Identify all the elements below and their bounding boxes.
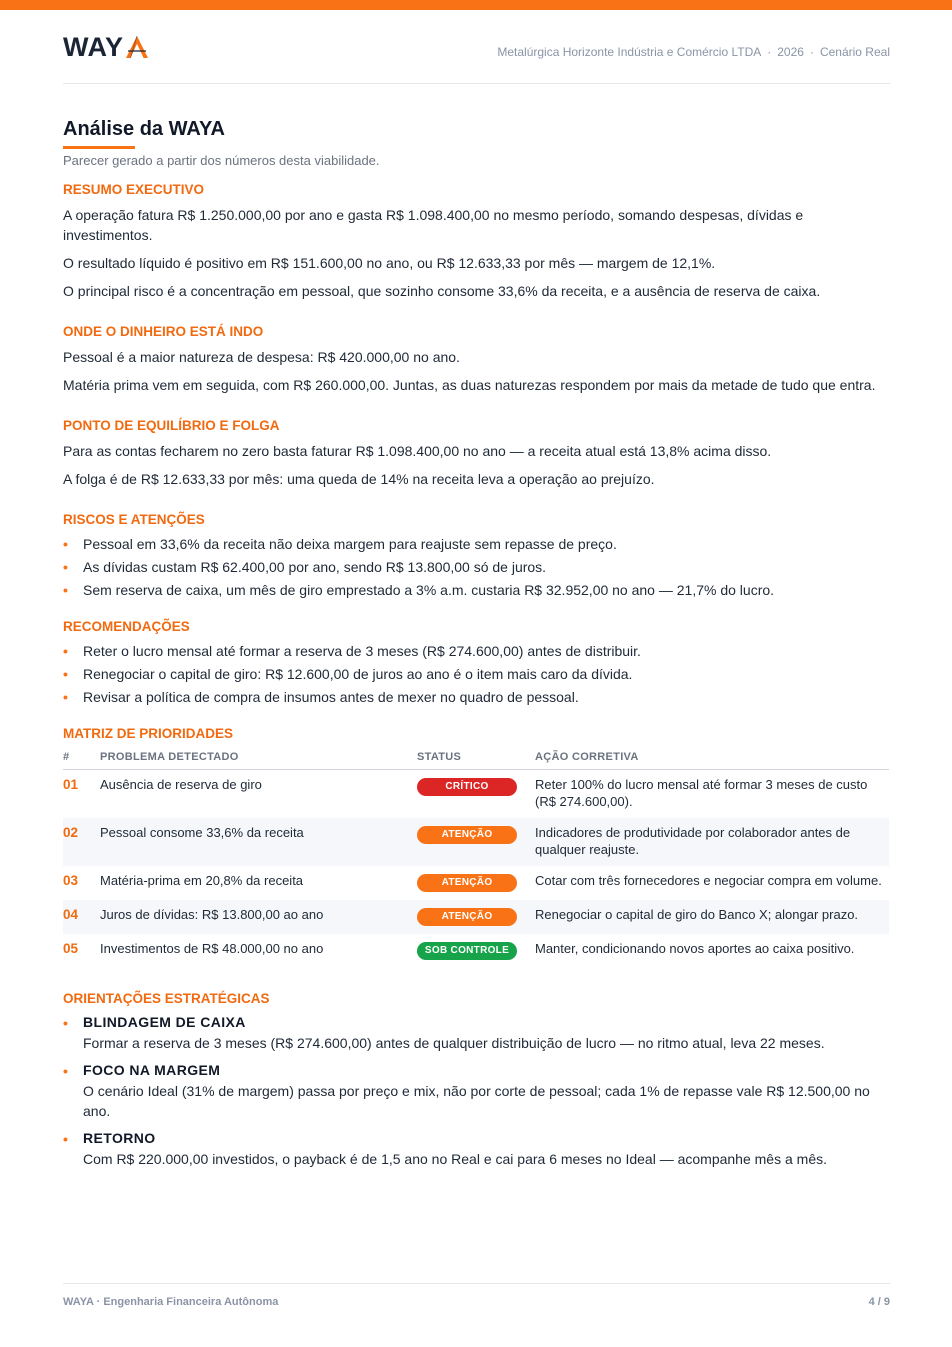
status-badge: SOB CONTROLE: [417, 942, 517, 960]
bullet-icon: •: [63, 582, 68, 598]
risk-list: [63, 534, 893, 600]
table-row: [63, 934, 889, 968]
strategy-heading: RETORNO: [83, 1130, 156, 1146]
strategy-text: Com R$ 220.000,00 investidos, o payback é de 1,5 ano no Real e cai para 6 meses no Ideal — acompanhe mês a mês.: [83, 1151, 827, 1167]
action-cell: Renegociar o capital de giro do Banco X; alongar prazo.: [535, 900, 889, 934]
section-resumo: [63, 181, 893, 301]
list-item-text: Sem reserva de caixa, um mês de giro emprestado a 3% a.m. custaria R$ 32.952,00 no ano — 21,7% do lucro.: [83, 582, 775, 598]
status-badge: CRÍTICO: [417, 778, 517, 796]
top-accent-bar: [0, 0, 952, 10]
page-header: [63, 32, 890, 84]
logo-a-mark-icon: [125, 35, 149, 59]
scenario: Cenário Real: [819, 45, 890, 59]
list-item: [63, 687, 893, 707]
section-matriz: [63, 725, 893, 968]
page-content: [63, 116, 893, 1169]
action-cell: Reter 100% do lucro mensal até formar 3 meses de custo (R$ 274.600,00).: [535, 777, 868, 809]
problem-cell: Ausência de reserva de giro: [100, 777, 262, 792]
list-item: [63, 641, 893, 661]
section-title: RECOMENDAÇÕES: [63, 619, 190, 634]
page-title: Análise da WAYA: [63, 118, 225, 140]
meta-separator: ·: [809, 45, 814, 59]
list-item-text: Renegociar o capital de giro: R$ 12.600,00 de juros ao ano é o item mais caro da dívida.: [83, 666, 633, 682]
bullet-icon: •: [63, 643, 68, 659]
row-number: 01: [63, 777, 79, 792]
list-item-text: Pessoal em 33,6% da receita não deixa margem para reajuste sem repasse de preço.: [83, 536, 617, 552]
status-badge: ATENÇÃO: [417, 826, 517, 844]
meta-separator: ·: [767, 45, 772, 59]
paragraph: Pessoal é a maior natureza de despesa: R$ 420.000,00 no ano.: [63, 349, 460, 365]
bullet-icon: •: [63, 1063, 68, 1079]
company-name: Metalúrgica Horizonte Indústria e Comércio LTDA: [497, 45, 762, 59]
year: 2026: [777, 45, 804, 59]
paragraph: A operação fatura R$ 1.250.000,00 por ano e gasta R$ 1.098.400,00 no mesmo período, somando despesas, dívidas e investimentos.: [63, 207, 804, 243]
paragraph: Para as contas fecharem no zero basta faturar R$ 1.098.400,00 no ano — a receita atual está 13,8% acima disso.: [63, 443, 772, 459]
section-title: ORIENTAÇÕES ESTRATÉGICAS: [63, 991, 270, 1006]
list-item: [63, 534, 893, 554]
list-item: [63, 1013, 893, 1053]
row-number: 04: [63, 907, 79, 922]
paragraph: O principal risco é a concentração em pessoal, que sozinho consome 33,6% da receita, e a ausência de reserva de caixa.: [63, 283, 821, 299]
problem-cell: Matéria-prima em 20,8% da receita: [100, 873, 304, 888]
strategy-list: [63, 1013, 893, 1169]
bullet-icon: •: [63, 666, 68, 682]
section-title: PONTO DE EQUILÍBRIO E FOLGA: [63, 418, 280, 433]
action-cell: Indicadores de produtividade por colaborador antes de qualquer reajuste.: [535, 818, 889, 866]
status-badge: ATENÇÃO: [417, 908, 517, 926]
strategy-text: Formar a reserva de 3 meses (R$ 274.600,00) antes de qualquer distribuição de lucro — no ritmo atual, leva 22 meses.: [83, 1035, 825, 1051]
status-badge: ATENÇÃO: [417, 874, 517, 892]
section-orientacoes: [63, 990, 893, 1169]
bullet-icon: •: [63, 536, 68, 552]
table-row: [63, 770, 889, 819]
strategy-heading: FOCO NA MARGEM: [83, 1062, 221, 1078]
page-number: 4 / 9: [868, 1296, 890, 1308]
list-item-text: Reter o lucro mensal até formar a reserva de 3 meses (R$ 274.600,00) antes de distribuir.: [83, 643, 641, 659]
problem-cell: Juros de dívidas: R$ 13.800,00 ao ano: [100, 900, 417, 934]
bullet-icon: •: [63, 689, 68, 705]
column-header: STATUS: [417, 751, 535, 770]
action-cell: Cotar com três fornecedores e negociar compra em volume.: [535, 873, 882, 888]
column-header: #: [63, 751, 100, 770]
list-item: [63, 1061, 893, 1121]
page-footer: [63, 1283, 890, 1308]
document-meta: [497, 45, 890, 59]
table-header-row: [63, 751, 889, 770]
list-item: [63, 664, 893, 684]
column-header: AÇÃO CORRETIVA: [535, 751, 889, 770]
problem-cell: Pessoal consome 33,6% da receita: [100, 818, 417, 866]
row-number: 03: [63, 873, 79, 888]
section-title: ONDE O DINHEIRO ESTÁ INDO: [63, 324, 264, 339]
paragraph: A folga é de R$ 12.633,33 por mês: uma queda de 14% na receita leva a operação ao prejuízo.: [63, 471, 655, 487]
priority-matrix-table: [63, 751, 889, 968]
table-row: [63, 818, 889, 866]
bullet-icon: •: [63, 559, 68, 575]
strategy-heading: BLINDAGEM DE CAIXA: [83, 1014, 246, 1030]
paragraph: O resultado líquido é positivo em R$ 151.600,00 no ano, ou R$ 12.633,33 por mês — margem de 12,1%.: [63, 255, 716, 271]
paragraph: Matéria prima vem em seguida, com R$ 260.000,00. Juntas, as duas naturezas respondem por mais da metade de tudo que entra.: [63, 377, 876, 393]
problem-cell: Investimentos de R$ 48.000,00 no ano: [100, 941, 324, 956]
strategy-text: O cenário Ideal (31% de margem) passa por preço e mix, não por corte de pessoal; cada 1% de repasse vale R$ 12.500,00 no ano.: [83, 1083, 870, 1119]
list-item: [63, 557, 893, 577]
list-item: [63, 580, 893, 600]
logo-text: WAY: [63, 32, 124, 62]
section-recomendacoes: [63, 618, 893, 707]
list-item-text: As dívidas custam R$ 62.400,00 por ano, sendo R$ 13.800,00 só de juros.: [83, 559, 547, 575]
table-row: [63, 866, 889, 900]
table-row: [63, 900, 889, 934]
section-title: MATRIZ DE PRIORIDADES: [63, 726, 234, 741]
bullet-icon: •: [63, 1015, 68, 1031]
section-title: RESUMO EXECUTIVO: [63, 182, 205, 197]
list-item: [63, 1129, 893, 1169]
page-subtitle: Parecer gerado a partir dos números desta viabilidade.: [63, 153, 380, 168]
section-dinheiro: [63, 323, 893, 395]
section-title: RISCOS E ATENÇÕES: [63, 512, 205, 527]
row-number: 05: [63, 941, 79, 956]
section-riscos: [63, 511, 893, 600]
section-equilibrio: [63, 417, 893, 489]
column-header: PROBLEMA DETECTADO: [100, 751, 417, 770]
action-cell: Manter, condicionando novos aportes ao caixa positivo.: [535, 941, 855, 956]
row-number: 02: [63, 825, 79, 840]
footer-brand: WAYA · Engenharia Financeira Autônoma: [63, 1296, 279, 1308]
title-underline: [63, 146, 135, 149]
bullet-icon: •: [63, 1131, 68, 1147]
recommendation-list: [63, 641, 893, 707]
waya-logo: [63, 32, 149, 62]
list-item-text: Revisar a política de compra de insumos antes de mexer no quadro de pessoal.: [83, 689, 579, 705]
